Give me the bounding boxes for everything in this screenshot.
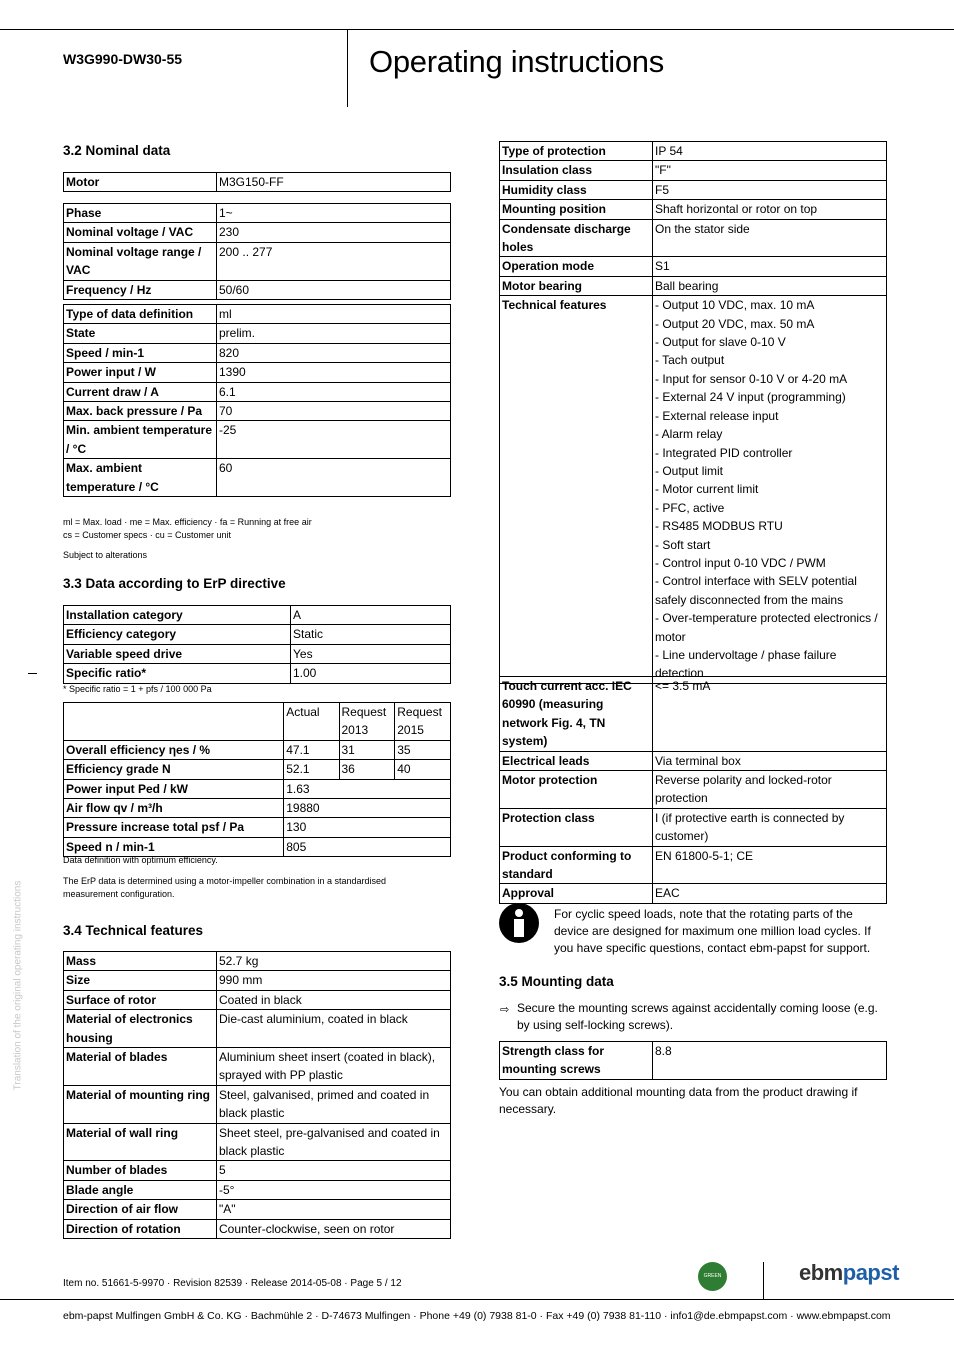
row-value: Reverse polarity and locked-rotor protection [653,771,887,809]
row-value: Yes [291,644,451,663]
section-heading-erp: 3.3 Data according to ErP directive [63,576,286,591]
row-value: "F" [653,161,887,180]
table-row [64,1048,451,1086]
row-label: Material of electronics housing [64,1010,217,1048]
company-address: ebm-papst Mulfingen GmbH & Co. KG · Bachmühle 2 · D-74673 Mulfingen · Phone +49 (0) 7938 81-0 · Fax +49 (0) 7938 81-110 · info1@de.ebmpapst.com · www.ebmpapst.com [63,1310,891,1322]
row-value: Coated in black [217,990,451,1009]
row-value: 130 [284,818,451,837]
row-label: Pressure increase total psf / Pa [64,818,284,837]
table-row [500,1042,887,1080]
row-value: 8.8 [653,1042,887,1080]
header-top-rule [0,29,954,30]
row-value: 50/60 [217,280,451,299]
arrow-icon: ⇨ [500,1004,510,1016]
row-value: On the stator side [653,219,887,257]
table-row [500,180,887,199]
table-row [64,204,451,223]
row-label: Power input / W [64,363,217,382]
efficiency-table [63,702,451,857]
row-label: Surface of rotor [64,990,217,1009]
row-label: Humidity class [500,180,653,199]
table-row [64,779,451,798]
row-value: 40 [395,760,451,779]
row-value: 5 [217,1161,451,1180]
row-value: 805 [284,837,451,856]
table-row [64,324,451,343]
row-label: Motor bearing [500,276,653,295]
motor-table [63,172,451,192]
row-value: EN 61800-5-1; CE [653,846,887,884]
row-value: 200 .. 277 [217,242,451,280]
feature-item: - Alarm relay [655,427,723,442]
feature-item: - Line undervoltage / phase failure detection [655,647,837,681]
table-row [64,644,451,663]
table-row [64,1200,451,1219]
erp-note-1: Data definition with optimum efficiency. [63,855,218,865]
row-value: 60 [217,459,451,497]
row-label: Technical features [500,296,653,684]
mounting-table [499,1041,887,1080]
table-row [500,884,887,903]
row-value: EAC [653,884,887,903]
row-value: 47.1 [284,740,339,759]
row-label: Nominal voltage range / VAC [64,242,217,280]
table-row [64,990,451,1009]
table-row [64,818,451,837]
row-value: I (if protective earth is connected by customer) [653,808,887,846]
row-label: Insulation class [500,161,653,180]
feature-item: - Output limit [655,463,724,478]
row-label: Direction of air flow [64,1200,217,1219]
row-value: <= 3.5 mA [653,677,887,752]
page-title: Operating instructions [369,44,664,79]
table-row [64,952,451,971]
row-label: Speed n / min-1 [64,837,284,856]
table-row [64,242,451,280]
row-label: Motor [64,173,217,192]
table-row [500,257,887,276]
table-row [500,771,887,809]
table-row [64,402,451,421]
row-value: 70 [217,402,451,421]
column-header: Actual [284,703,339,741]
row-label: Current draw / A [64,382,217,401]
table-row [64,740,451,759]
specific-ratio-footnote: * Specific ratio = 1 + pfs / 100 000 Pa [63,684,212,694]
row-label: Approval [500,884,653,903]
row-value: 820 [217,343,451,362]
row-value: prelim. [217,324,451,343]
technical-features-table [63,951,451,1239]
feature-item: - Motor current limit [655,482,759,497]
table-row [500,200,887,219]
row-value: F5 [653,180,887,199]
table-row [500,219,887,257]
section-heading-nominal: 3.2 Nominal data [63,143,171,158]
row-value: -5° [217,1180,451,1199]
table-row [64,1161,451,1180]
row-label: Touch current acc. IEC 60990 (measuring network Fig. 4, TN system) [500,677,653,752]
mounting-note: You can obtain additional mounting data from the product drawing if necessary. [499,1085,858,1116]
row-label: Mounting position [500,200,653,219]
operating-data-table [63,304,451,497]
feature-item: - Over-temperature protected electronics / motor [655,611,878,644]
row-value: 52.7 kg [217,952,451,971]
feature-item: - Control interface with SELV potential safely disconnected from the mains [655,574,857,607]
row-label: Material of blades [64,1048,217,1086]
row-label: Efficiency grade N [64,760,284,779]
table-row [64,421,451,459]
row-value: 1390 [217,363,451,382]
subject-note: Subject to alterations [63,550,148,560]
section-heading-technical: 3.4 Technical features [63,923,204,938]
row-value: "A" [217,1200,451,1219]
row-label: Blade angle [64,1180,217,1199]
feature-item: - Input for sensor 0-10 V or 4-20 mA [655,371,848,386]
data-legend: ml = Max. load · me = Max. efficiency · fa = Running at free air cs = Customer specs · cu = Customer unit [63,517,312,540]
features-list [653,296,887,684]
margin-tick [28,673,37,674]
row-label: State [64,324,217,343]
feature-item: - Soft start [655,537,711,552]
row-label: Type of data definition [64,305,217,324]
row-value: Via terminal box [653,751,887,770]
row-label: Power input Ped / kW [64,779,284,798]
row-label: Operation mode [500,257,653,276]
mounting-bullet: Secure the mounting screws against accidentally coming loose (e.g. by using self-locking screws). [517,1001,878,1032]
logo-divider [763,1262,764,1300]
table-row [64,459,451,497]
section-heading-mounting: 3.5 Mounting data [499,974,614,989]
row-value: IP 54 [653,142,887,161]
row-label: Material of mounting ring [64,1085,217,1123]
row-label: Phase [64,204,217,223]
row-value: Die-cast aluminium, coated in black [217,1010,451,1048]
row-value: 52.1 [284,760,339,779]
table-row [500,296,887,684]
row-value: 990 mm [217,971,451,990]
table-row [64,971,451,990]
row-label: Efficiency category [64,625,291,644]
table-row [64,799,451,818]
row-value: 35 [395,740,451,759]
table-row [64,1180,451,1199]
feature-item: - Control input 0-10 VDC / PWM [655,555,826,570]
row-value: 1~ [217,204,451,223]
row-label: Air flow qv / m³/h [64,799,284,818]
info-icon [499,903,539,943]
table-row [500,142,887,161]
row-label: Material of wall ring [64,1123,217,1161]
table-row [64,625,451,644]
row-label: Size [64,971,217,990]
table-row [500,161,887,180]
row-value: 6.1 [217,382,451,401]
row-label: Number of blades [64,1161,217,1180]
row-value: Steel, galvanised, primed and coated in black plastic [217,1085,451,1123]
green-tech-badge: GREEN TECH [698,1262,727,1291]
row-value: S1 [653,257,887,276]
feature-item: - Integrated PID controller [655,445,793,460]
row-value: 19880 [284,799,451,818]
row-value: 1.63 [284,779,451,798]
row-value: A [291,606,451,625]
row-value: ml [217,305,451,324]
row-value: Aluminium sheet insert (coated in black), sprayed with PP plastic [217,1048,451,1086]
table-row [500,677,887,752]
table-row [64,1010,451,1048]
side-note: Translation of the original operating instructions [12,880,24,1091]
feature-item: - External 24 V input (programming) [655,390,846,405]
feature-item: - External release input [655,408,779,423]
row-label: Specific ratio* [64,664,291,683]
row-label: Speed / min-1 [64,343,217,362]
row-value: 1.00 [291,664,451,683]
row-label: Direction of rotation [64,1219,217,1238]
table-row [64,606,451,625]
row-value: Shaft horizontal or rotor on top [653,200,887,219]
column-header: Request 2015 [395,703,451,741]
header-divider [347,29,348,107]
approval-table [499,676,887,904]
erp-note-2: The ErP data is determined using a motor-impeller combination in a standardised measurement configuration. [63,876,387,899]
table-row [64,173,451,192]
row-label: Electrical leads [500,751,653,770]
model-number: W3G990-DW30-55 [63,51,183,67]
feature-item: - Tach output [655,353,725,368]
row-value: Sheet steel, pre-galvanised and coated in black plastic [217,1123,451,1161]
feature-item: - Output 10 VDC, max. 10 mA [655,298,815,313]
row-label: Condensate discharge holes [500,219,653,257]
table-row [64,343,451,362]
row-value: 230 [217,223,451,242]
table-row [64,280,451,299]
row-value: Counter-clockwise, seen on rotor [217,1219,451,1238]
table-row [500,751,887,770]
row-label: Max. back pressure / Pa [64,402,217,421]
row-label: Nominal voltage / VAC [64,223,217,242]
footer-rule [0,1299,954,1300]
row-label: Variable speed drive [64,644,291,663]
row-value: M3G150-FF [217,173,451,192]
row-label: Overall efficiency ηes / % [64,740,284,759]
table-row [64,1123,451,1161]
table-header-row [64,703,451,741]
row-label: Frequency / Hz [64,280,217,299]
row-value: Ball bearing [653,276,887,295]
column-header: Request 2013 [339,703,395,741]
table-row [64,223,451,242]
table-row [64,664,451,683]
row-value: 36 [339,760,395,779]
row-value: Static [291,625,451,644]
feature-item: - RS485 MODBUS RTU [655,519,783,534]
row-label: Product conforming to standard [500,846,653,884]
table-row [64,760,451,779]
table-row [64,382,451,401]
protection-table [499,141,887,684]
table-row [64,305,451,324]
ebmpapst-logo: ebmpapst [799,1260,899,1285]
row-label: Type of protection [500,142,653,161]
feature-item: - Output for slave 0-10 V [655,335,786,350]
table-row [500,808,887,846]
table-row [64,363,451,382]
info-text: For cyclic speed loads, note that the rotating parts of the device are designed for maximum one million load cycles. If you have specific questions, contact ebm-papst for support. [554,907,871,955]
electrical-table [63,203,451,300]
row-label: Installation category [64,606,291,625]
table-row [64,1085,451,1123]
feature-item: - PFC, active [655,500,725,515]
table-row [64,1219,451,1238]
row-label: Mass [64,952,217,971]
row-label: Motor protection [500,771,653,809]
table-row [500,276,887,295]
row-value: 31 [339,740,395,759]
table-row [500,846,887,884]
row-label: Protection class [500,808,653,846]
row-value: -25 [217,421,451,459]
row-label: Max. ambient temperature / °C [64,459,217,497]
erp-table [63,605,451,684]
row-label: Strength class for mounting screws [500,1042,653,1080]
item-info: Item no. 51661-5-9970 · Revision 82539 · Release 2014-05-08 · Page 5 / 12 [63,1278,402,1289]
row-label: Min. ambient temperature / °C [64,421,217,459]
feature-item: - Output 20 VDC, max. 50 mA [655,316,815,331]
